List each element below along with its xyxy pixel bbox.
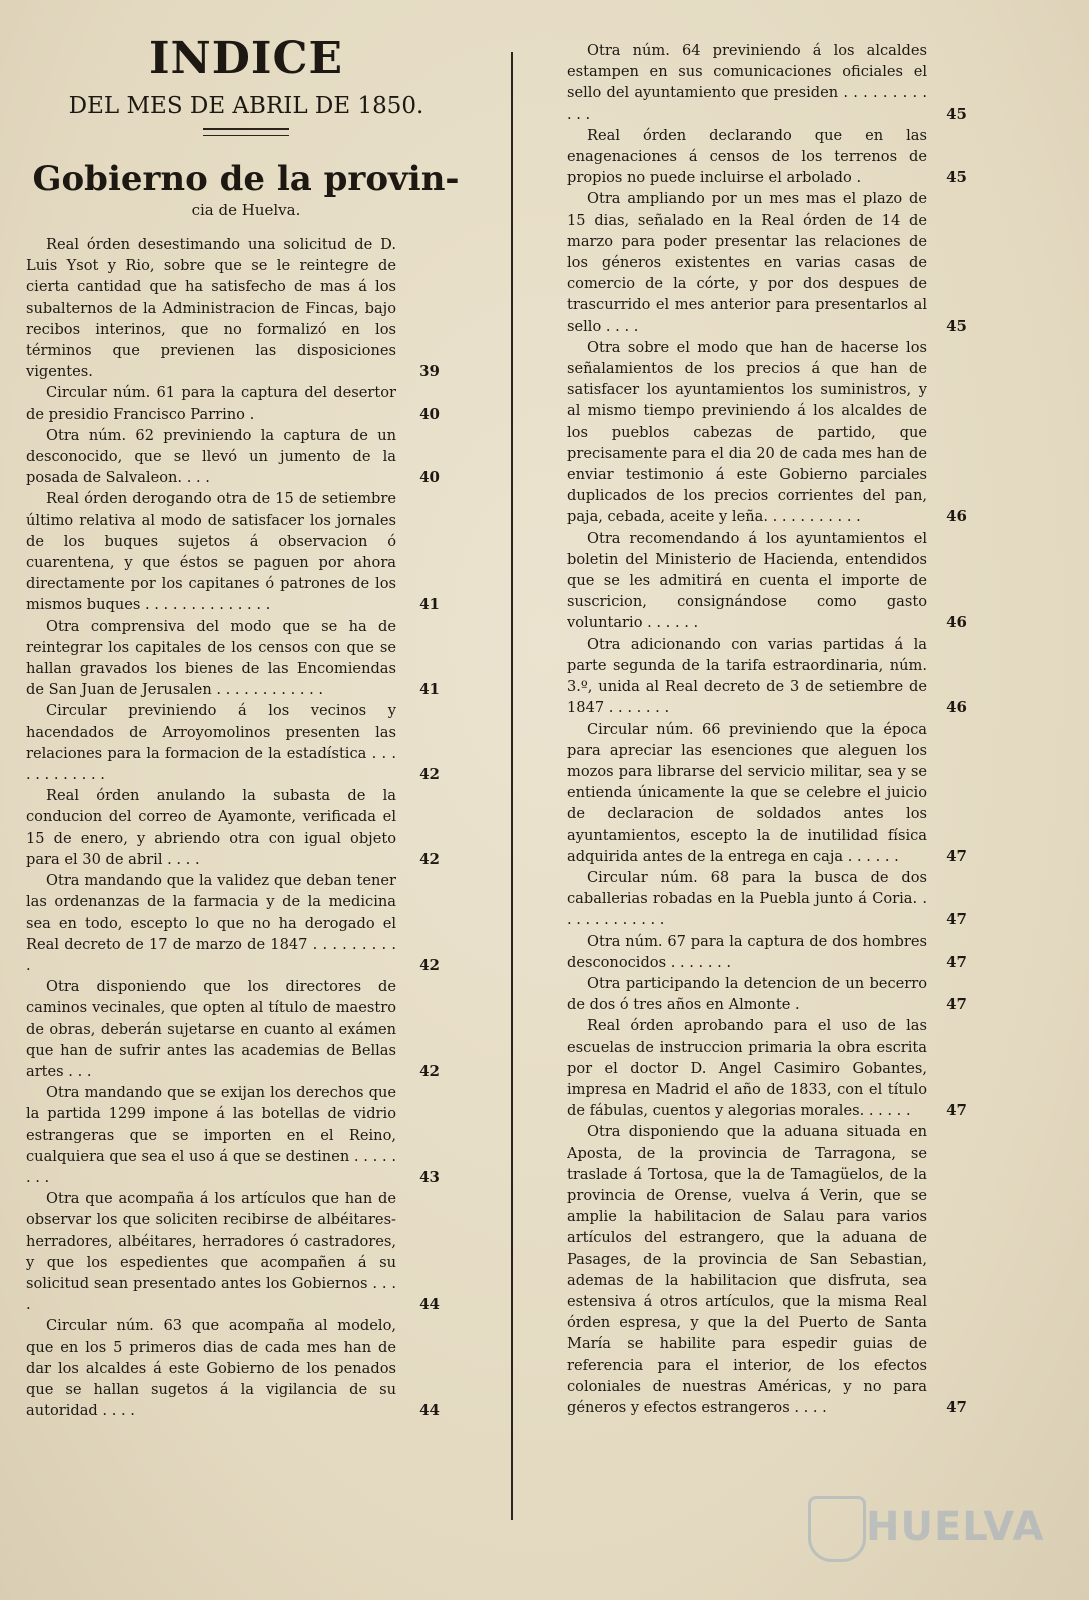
entry-text: Real órden declarando que en las enagenaciones á censos de los terrenos de propios no puede incluirse el arbolado .: [567, 126, 927, 187]
index-entry: [567, 1015, 987, 1121]
index-entry: [26, 488, 466, 615]
section-title: Gobierno de la provin-: [32, 159, 460, 199]
index-entry: [567, 973, 987, 1015]
entry-page-number: 46: [946, 698, 967, 717]
index-entry: [567, 125, 987, 189]
entry-page-number: 44: [419, 1401, 440, 1420]
entry-page-number: 46: [946, 507, 967, 526]
entry-text: Otra disponiendo que la aduana situada en Aposta, de la provincia de Tarragona, se traslade á Tortosa, que la de Tamagüelos, de la provincia de Orense, vuelva á Verin, que se amplie la habilitacion de Salau para varios artículos del estrangero, que la aduana de Pasages, de la provincia de San Sebastian, ademas de la habilitacion que disfruta, sea estensiva á otros artículos, que la misma Real órden espresa, y que la del Puerto de Santa María se habilite para espedir guias de referencia para el interior, de los efectos coloniales de nuestras Américas, y no para géneros y efectos estrangeros . . . .: [567, 1123, 927, 1416]
index-entry: [26, 1315, 466, 1421]
entry-text: Real órden desestimando una solicitud de D. Luis Ysot y Rio, sobre que se le reintegre de cierta cantidad que ha satisfecho de mas á los subalternos de la Administracion de Fincas, bajo recibos interinos, que no formalizó en los términos que previenen las disposiciones vigentes.: [26, 236, 396, 381]
entry-text: Otra mandando que la validez que deban tener las ordenanzas de la farmacia y de la medicina sea en todo, escepto lo que no ha derogado el Real decreto de 17 de marzo de 1847 . . . . . . . . . .: [26, 872, 396, 974]
index-entry: [567, 634, 987, 719]
index-title: INDICE: [148, 36, 344, 84]
entry-text: Otra núm. 67 para la captura de dos hombres desconocidos . . . . . . .: [567, 932, 927, 971]
entry-page-number: 47: [946, 995, 967, 1014]
index-entry: [26, 976, 466, 1082]
index-entry: [26, 1188, 466, 1315]
right-entry-list: [567, 40, 987, 1418]
ornamental-rule: [203, 128, 289, 136]
entry-page-number: 45: [946, 316, 967, 335]
index-subtitle: DEL MES DE ABRIL DE 1850.: [68, 93, 424, 119]
entry-text: Otra núm. 62 previniendo la captura de un desconocido, que se llevó un jumento de la posada de Salvaleon. . . .: [26, 426, 396, 487]
index-entry: [567, 337, 987, 528]
entry-page-number: 42: [419, 1061, 440, 1080]
column-divider: [511, 52, 513, 1520]
entry-page-number: 40: [419, 468, 440, 487]
index-entry: [26, 870, 466, 976]
entry-page-number: 42: [419, 765, 440, 784]
entry-text: Otra recomendando á los ayuntamientos el boletin del Ministerio de Hacienda, entendidos que se les admitirá en cuenta el importe de suscricion, consignándose como gasto voluntario . . . . . .: [567, 529, 927, 632]
entry-text: Otra adicionando con varias partidas á la parte segunda de la tarifa estraordinaria, núm. 3.º, unida al Real decreto de 3 de setiembre de 1847 . . . . . . .: [567, 635, 927, 717]
index-entry: [567, 528, 987, 634]
entry-text: Otra disponiendo que los directores de caminos vecinales, que opten al título de maestro de obras, deberán sujetarse en cuanto al exámen que han de sufrir antes las academias de Bellas artes . . .: [26, 978, 396, 1080]
entry-page-number: 45: [946, 168, 967, 187]
entry-text: Otra participando la detencion de un becerro de dos ó tres años en Almonte .: [567, 974, 927, 1014]
left-column: [26, 36, 466, 1421]
entry-text: Otra núm. 64 previniendo á los alcaldes estampen en sus comunicaciones oficiales el sello del ayuntamiento que presiden . . . . . . . . . . . .: [567, 42, 927, 123]
entry-text: Real órden aprobando para el uso de las escuelas de instruccion primaria la obra escrita por el doctor D. Angel Casimiro Gobantes, impresa en Madrid el año de 1833, con el título de fábulas, cuentos y alegorias morales. . . . . .: [567, 1017, 927, 1120]
index-entry: [26, 1082, 466, 1188]
index-entry: [26, 785, 466, 870]
entry-page-number: 47: [946, 1398, 967, 1416]
entry-page-number: 42: [419, 955, 440, 974]
entry-text: Real órden derogando otra de 15 de setiembre último relativa al modo de satisfacer los jornales de los buques sujetos á observacion ó cuarentena, y que éstos se paguen por ahora directamente por los capitanes ó patrones de los mismos buques . . . . . . . . . . . . . .: [26, 490, 396, 614]
entry-page-number: 47: [946, 952, 967, 971]
entry-page-number: 40: [419, 404, 440, 423]
entry-page-number: 47: [946, 846, 967, 865]
index-entry: [567, 188, 987, 336]
watermark-text: HUELVA: [866, 1504, 1045, 1550]
index-entry: [26, 382, 466, 424]
entry-text: Circular núm. 61 para la captura del desertor de presidio Francisco Parrino .: [26, 384, 396, 423]
entry-page-number: 41: [419, 595, 440, 614]
entry-text: Otra sobre el modo que han de hacerse los señalamientos de los precios á que han de satisfacer los ayuntamientos los suministros, y al mismo tiempo previniendo á los alcaldes de los pueblos cabezas de partido, que precisamente para el dia 20 de cada mes han de enviar testimonio á este Gobierno parciales duplicados de los precios corrientes del pan, paja, cebada, aceite y leña. . . . . . . . . . .: [567, 338, 927, 526]
entry-page-number: 47: [946, 1101, 967, 1120]
index-entry: [567, 719, 987, 867]
entry-text: Circular previniendo á los vecinos y hacendados de Arroyomolinos presenten las relaciones para la formacion de la estadística . . . . . . . . . . . .: [26, 702, 396, 784]
index-entry: [567, 931, 987, 973]
index-entry: [26, 234, 466, 382]
entry-page-number: 41: [419, 680, 440, 699]
entry-text: Real órden anulando la subasta de la conducion del correo de Ayamonte, verificada el 15 de enero, y abriendo otra con igual objeto para el 30 de abril . . . .: [26, 787, 396, 868]
index-entry: [567, 1121, 987, 1418]
entry-text: Otra comprensiva del modo que se ha de reintegrar los capitales de los censos con que se hallan gravados los bienes de las Encomiendas de San Juan de Jerusalen . . . . . . . . . . . .: [26, 617, 396, 699]
entry-page-number: 46: [946, 613, 967, 632]
index-entry: [26, 425, 466, 489]
entry-page-number: 45: [946, 104, 967, 123]
right-column: [567, 40, 987, 1418]
section-subtitle: cia de Huelva.: [191, 201, 301, 219]
entry-text: Otra ampliando por un mes mas el plazo de 15 dias, señalado en la Real órden de 14 de marzo para poder presentar las relaciones de los géneros existentes en varias casas de comercio de la córte, y por dos despues de trascurrido el mes anterior para presentarlos al sello . . . .: [567, 190, 927, 335]
entry-text: Circular núm. 63 que acompaña al modelo, que en los 5 primeros dias de cada mes han de dar los alcaldes á este Gobierno de los penados que se hallan sugetos á la vigilancia de su autoridad . . . .: [26, 1317, 396, 1420]
index-entry: [567, 40, 987, 125]
entry-text: Otra mandando que se exijan los derechos que la partida 1299 impone á las botellas de vidrio estrangeras que se importen en el Reino, cualquiera que sea el uso á que se destinen . . . . . . . .: [26, 1084, 396, 1186]
index-entry: [26, 700, 466, 785]
entry-page-number: 43: [419, 1167, 440, 1186]
index-entry: [26, 616, 466, 701]
index-entry: [567, 867, 987, 931]
entry-text: Otra que acompaña á los artículos que han de observar los que soliciten recibirse de albéitares-herradores, albéitares, herradores ó castradores, y que los espedientes que acompañen á su solicitud sean presentado antes los Gobiernos . . . .: [26, 1190, 396, 1314]
left-entry-list: [26, 234, 466, 1421]
watermark-shield-icon: [808, 1496, 866, 1562]
entry-page-number: 44: [419, 1295, 440, 1314]
entry-page-number: 39: [419, 362, 440, 381]
entry-page-number: 47: [946, 910, 967, 929]
entry-text: Circular núm. 68 para la busca de dos caballerias robadas en la Puebla junto á Coria. . . . . . . . . . . . .: [567, 868, 927, 929]
entry-text: Circular núm. 66 previniendo que la época para apreciar las esenciones que aleguen los mozos para librarse del servicio militar, sea y se entienda únicamente la que se celebre el juicio de declaracion de soldados antes los ayuntamientos, escepto la de inutilidad física adquirida antes de la entrega en caja . . . . . .: [567, 720, 927, 865]
entry-page-number: 42: [419, 849, 440, 868]
